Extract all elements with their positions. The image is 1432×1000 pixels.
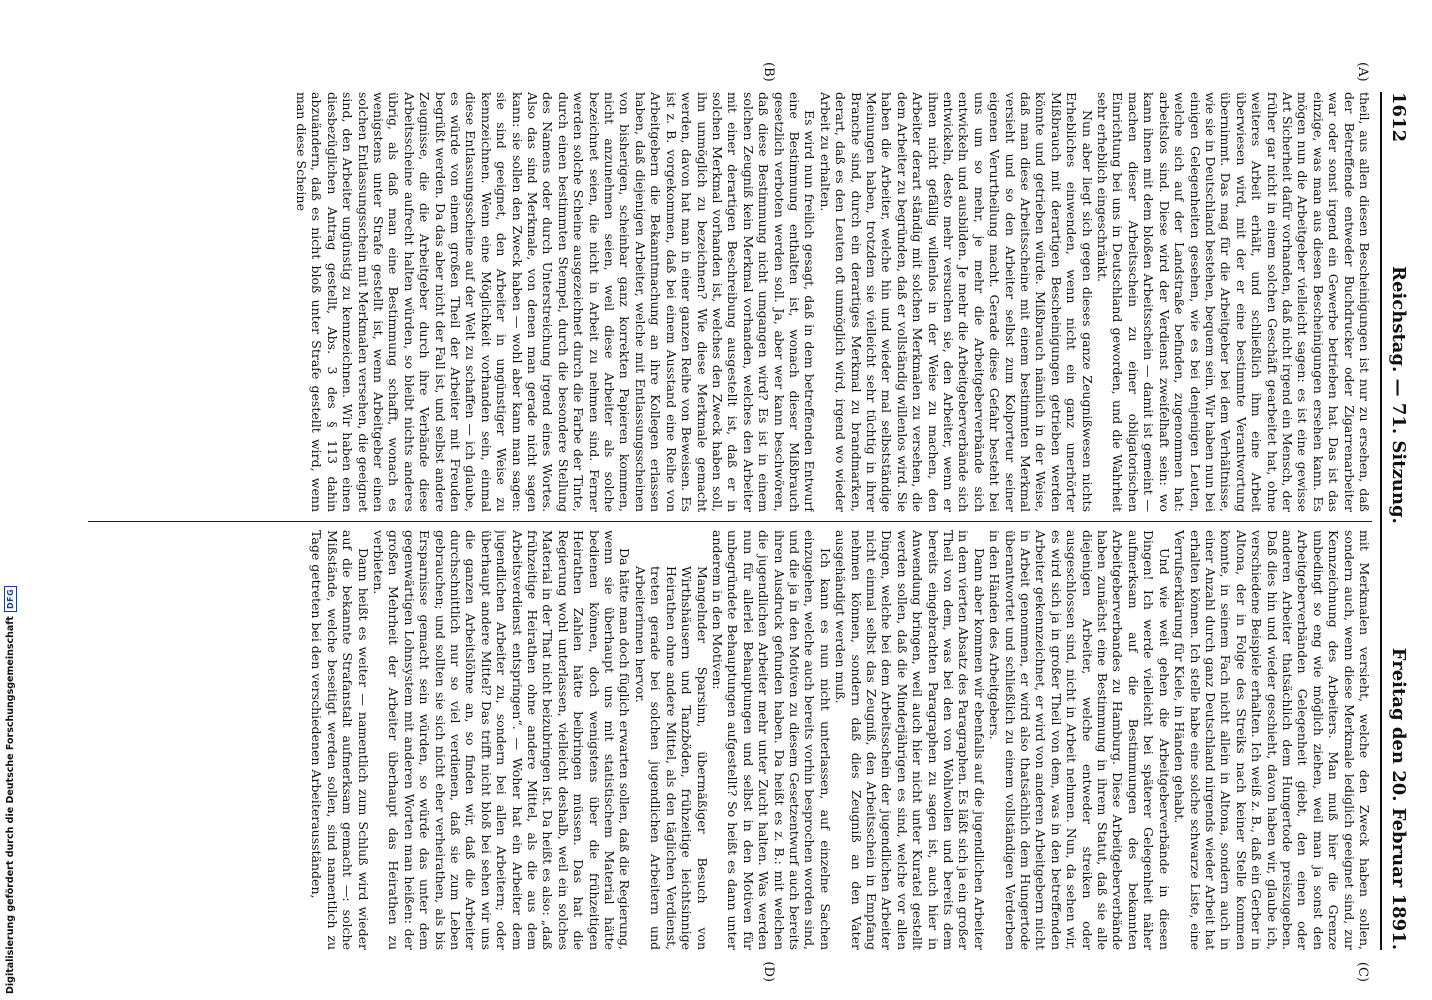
- rotated-document-page: [84, 56, 1416, 986]
- paragraph: Ich kann es nun nicht unterlassen, auf einzelne Sachen einzugehen, welche auch bereits vorhin besprochen worden sind, und die ja in den Motiven zu diesem Gesetzentwurf auch bereits ihren Ausdruck gefunden haben. Da heißt es z. B.: mit welchen die jugendlichen Arbeiter mehr unter Zucht halten. Was werden nun für allerlei Behauptungen und selbst in den Motiven für unbegründete Behauptungen aufgestellt? So heißt es dann unter anderem in den Motiven:: [709, 530, 833, 950]
- paragraph: theil, aus allen diesen Bescheinigungen ist nur zu ersehen, daß der Betreffende entweder Buchdrucker oder Zigarrenarbeiter war oder sonst irgend ein Gewerbe betrieben hat. Das ist das einzige, was man aus diesen Bescheinigungen ersehen kann. Es mögen nun die Arbeitgeber vielleicht sagen: es ist eine gewisse Art Sicherheit dafür vorhanden, daß nicht irgend ein Mensch, der früher gar nicht in einem solchen Geschäft gearbeitet hat, ohne weiteres Arbeit erhält, und schließlich ihm eine Arbeit überwiesen wird, mit der er eine bestimmte Verantwortung übernimmt. Das mag für die Arbeitgeber bei dem Verhältnisse, wie sie in Deutschland bestehen, bequem sein. Wir haben nun bei einigen Gelegenheiten gesehen, wie es bei denjenigen Leuten, welche sich auf der Landstraße befinden, zugenommen hat: arbeitslos sind. Diese wird der Verdienst zweifelhaft sein: wo kann ihnen mit dem bloßen Arbeitsschein — damit ist gemeint — machen dieser Arbeitsschein zu einer obligatorischen Einrichtung bei uns in Deutschland geworden, und die Wahrheit sehr erheblich eingeschränkt.: [1095, 92, 1372, 512]
- quoted-paragraph: Mangelnder Sparsinn, übermäßiger Besuch von Wirthshäusern und Tanzböden, frühzeitige leichtsinnige Heirathen ohne andere Mittel, als den täglichen Verdienst, treten gerade bei solchen jugendlichen Arbeitern und Arbeiterinnen hervor.: [632, 566, 710, 950]
- margin-marker-a: (A): [1355, 62, 1370, 82]
- page-header: [1380, 92, 1416, 950]
- paragraph: Dann aber kommen wir ebenfalls auf die jugendlichen Arbeiter in dem vierten Absatz des Paragraphen. Es läßt sich ja ein großer Theil von dem, was bei den von Wohlwollen und bereits dem bereits eingebrachten Paragraphen zu sagen ist, auch hier in Anwendung bringen, weil auch hier nicht unter Kuratel gestellt werden sollen, daß die Minderjährigen es sind, welche vor allen Dingen, welche bei dem Arbeitsschein der jugendlichen Arbeiter nicht einmal selbst das Zeugniß, den Arbeitsschein in Empfang nehmen können, sondern daß dies Zeugniß an den Vater ausgehändigt werden muß.: [833, 530, 987, 950]
- credit-text: Digitalisierung gefördert durch die Deutsche Forschungsgemeinschaft: [4, 616, 16, 994]
- page-date: Freitag den 20. Februar 1891.: [1388, 647, 1410, 950]
- paragraph: Da hätte man doch füglich erwarten sollen, daß die Regierung, wenn sie überhaupt uns mit statistischem Material hätte bedienen können, doch wenigstens über die frühzeitigen Heirathen Zahlen hätte beibringen müssen. Das hat die Regierung wohl unterlassen, vielleicht deshalb, weil ein solches Material in der That nicht beizubringen ist. Da heißt es also: „daß frühzeitige Heirathen ohne andere Mittel, als die aus dem Arbeitsverdienst entspringen“. — Woher hat ein Arbeiter dem jugendlichen Arbeiter zu, sondern bei allen Arbeitern; oder überhaupt andere Mittel? Das trifft nicht bloß bei sehen wir uns die ganzen Arbeitslöhne an, so finden wir, daß die Arbeiter durchschnittlich nur so viel verdienen, daß sie zum Leben gebrauchen; und sollten sie sich nicht eher verheirathen, als bis Ersparnisse gemacht sein würden, so würde das unter dem gegenwärtigen Lohnsystem mit anderen Worten man heißen: der großen Mehrheit der Arbeiter überhaupt das Heirathen zu verbieten.: [371, 530, 633, 950]
- paragraph: Nun aber liegt sich gegen dieses ganze Zeugnißwesen nichts Erhebliches einwenden, wenn nicht ein ganz unerhörter Mißbrauch mit derartigen Bescheinigungen getrieben werden könnte und getrieben würde. Mißbrauch nämlich in der Weise, daß man diese Arbeitsscheine mit einem bestimmten Merkmal versieht und so den Arbeiter selbst zum Kolporteur seiner eigenen Verurtheilung macht. Gerade diese Gefahr besteht bei uns um so mehr, je mehr die Arbeitgeberverbände sich entwickeln und ausbilden. Je mehr die Arbeitgeberverbände sich entwickeln, desto mehr versuchen sie, den Arbeiter, wenn er ihnen nicht gefällig willenlos in der Weise zu machen, den Arbeiter derart ständig mit solchen Merkmalen zu versehen, die dem Arbeiter zu begründen, daß er vollständig willenlos wird. Sie haben die Arbeiter, welche hin und wieder mal selbstständige Meinungen haben, trotzdem sie vielleicht sehr tüchtig in ihrer Branche sind, durch ein derartiges Merkmal zu brandmarken, derart, daß es den Leuten oft unmöglich wird, irgend wo wieder Arbeit zu erhalten.: [817, 92, 1095, 512]
- margin-marker-b: (B): [761, 62, 776, 82]
- margin-marker-d: (D): [761, 961, 776, 982]
- paragraph: mit Merkmalen versieht, welche den Zweck haben sollen, sondern auch, wenn diese Merkmale lediglich geeignet sind, zur Kennzeichnung des Arbeiters. Man muß hier die Grenze unbedingt so eng wie möglich ziehen, weil man ja sonst den Arbeitgeberverbänden Gelegenheit giebt, den einen oder anderen Arbeiter thatsächlich dem Hungertode preiszugeben. Daß dies hin und wieder geschieht, davon haben wir, glaube ich, verschiedene Beispiele erhalten. Ich weiß z. B., daß ein Gerber in Altona, der in Folge des Streiks nach keiner Stelle kommen konnte, in seinem Fach nicht allein in Altona, sondern auch in einer Anzahl durch ganz Deutschland nirgends wieder Arbeit hat erhalten können. Ich stelle habe eine solche schwarze Liste, eine Verrufserklärung für Kiele, in Händen gehabt.: [1172, 530, 1372, 950]
- page-title: Reichstag. — 71. Sitzung.: [1388, 266, 1410, 524]
- right-column: [88, 530, 1372, 950]
- left-column: [88, 92, 1372, 512]
- paragraph: Und wie weit gehen die Arbeitgeberverbände in diesen Dingen! Ich werde vielleicht bei späterer Gelegenheit näher aufmerksam auf die Bestimmungen des bekannten Arbeitgeberverbandes zu Hamburg. Diese Arbeitgeberverbände haben zunächst eine Bestimmung in ihrem Statut, daß sie alle diejenigen Arbeiter, welche entweder streiken oder ausgeschlossen sind, nicht in Arbeit nehmen. Nun, da sehen wir, es wird sich ja in großer Theil von dem, was in den betreffenden Arbeiter gekennzeichnet, er wird von anderen Arbeitgebern nicht in Arbeit genommen, er wird also thatsächlich dem Hungertode überantwortet und schließlich zu einem vollständigen Verderben in den Händen des Arbeitgebers.: [987, 530, 1172, 950]
- digitization-credit: [2, 588, 18, 994]
- column-divider: [88, 521, 1372, 522]
- dfg-logo: DFG: [4, 586, 17, 612]
- margin-marker-c: (C): [1355, 961, 1370, 982]
- paragraph: Dann heißt es weiter — namentlich zum Schluß wird wieder auf die bekannte Strafanstalt aufmerksam gemacht —: solche Mißstände, welche beseitigt werden sollen, sind namentlich zu Tage getreten bei den verschiedenen Arbeiterausständen,: [309, 530, 371, 950]
- paragraph: Es wird nun freilich gesagt, daß in dem betreffenden Entwurf eine Bestimmung enthalten ist, wonach dieser Mißbrauch gesetzlich verboten werden soll. Ja, aber wer kann beschwören, daß diese Bestimmung nicht umgangen wird? Es ist in einem solchen Zeugniß kein Merkmal vorhanden, welches den Arbeiter mit einer derartigen Beschreibung ausgestellt ist, daß er in solchen Merkmal vorhanden ist, welches den Zweck haben soll, ihn unmöglich zu bezeichnen? Wie diese Merkmale gemacht werden, davon hat man in einer ganzen Reihe von Beweisen. Es ist z. B. vorgekommen, daß bei einem Ausstand eine Reihe von Arbeitgebern die Bekanntmachung an ihre Kollegen erlassen haben, daß diejenigen Arbeiter, welche mit Entlassungsscheinen von bisherigen, scheinbar ganz korrekten Papieren kommen, nicht anzunehmen seien, weil diese Arbeiter als solche bezeichnet seien, die nicht in Arbeit zu nehmen sind. Ferner werden solche Scheine ausgezeichnet durch die Farbe der Tinte, durch einen bestimmten Stempel, durch die besondere Stellung des Namens oder durch Unterstreichung irgend eines Wortes. Also das sind Merkmale, von denen man gerade nicht sagen kann: sie sollen den Zweck haben — wohl aber kann man sagen: sie sind geeignet, den Arbeiter in ungünstiger Weise zu kennzeichnen. Wenn eine Möglichkeit vorhanden sein, einmal diese Entlassungsscheine auf der Welt zu schaffen — ich glaube, es würde von einem großen Theil der Arbeiter mit Freuden begrüßt werden. Da das aber nicht der Fall ist, und selbst andere Zeugnisse, die die Arbeitgeber durch ihre Verbände diese Arbeitsscheine aufrecht halten würden, so bleibt nichts anderes übrig, als daß man eine Bestimmung schafft, wonach es wenigstens unter Strafe gestellt ist, wenn Arbeitgeber einen solchen Entlassungsschein mit Merkmalen versehen, die geeignet sind, den Arbeiter ungünstig zu kennzeichnen. Wir haben einen diesbezüglichen Antrag gestellt, Abs. 3 des § 113 dahin abzuändern, daß es nicht bloß unter Strafe gestellt wird, wenn man diese Scheine: [293, 92, 818, 512]
- page-number: 1612: [1388, 92, 1410, 143]
